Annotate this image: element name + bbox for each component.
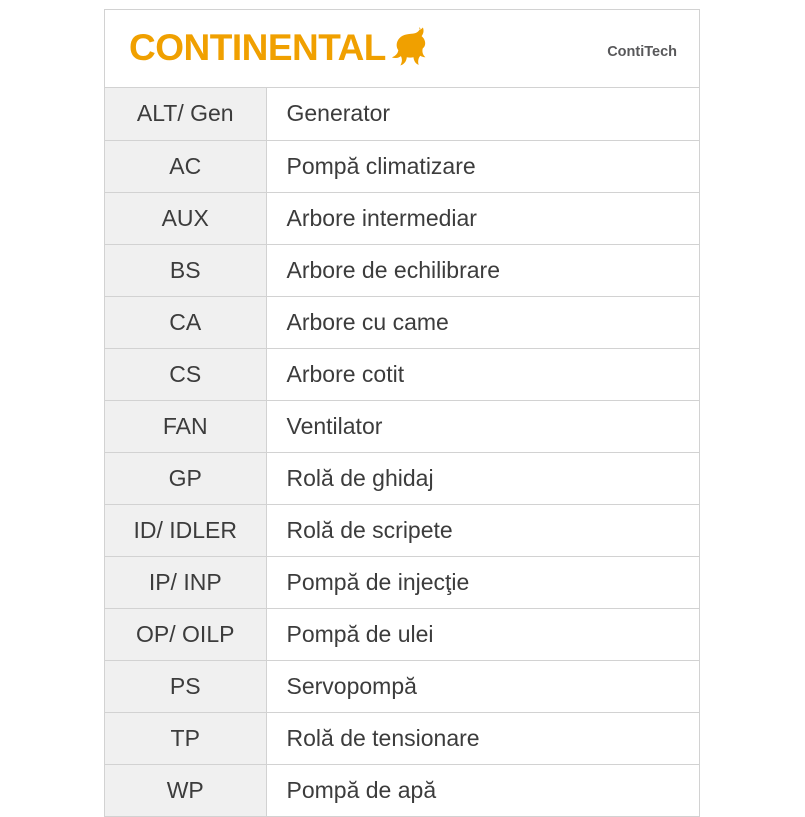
table-row	[105, 244, 699, 296]
table-row	[105, 660, 699, 712]
abbr-code: BS	[105, 244, 266, 296]
contitech-wordmark: ContiTech	[607, 44, 677, 60]
abbr-desc: Generator	[266, 88, 699, 140]
abbr-code: AUX	[105, 192, 266, 244]
abbr-desc: Arbore intermediar	[266, 192, 699, 244]
abbr-desc: Servopompă	[266, 660, 699, 712]
abbr-code: PS	[105, 660, 266, 712]
brand-wordmark: CONTINENTAL	[129, 26, 386, 68]
brand-header	[105, 10, 699, 88]
prancing-horse-icon	[390, 26, 430, 68]
abbreviation-sheet	[104, 9, 700, 817]
abbr-code: CA	[105, 296, 266, 348]
abbr-desc: Arbore cu came	[266, 296, 699, 348]
abbr-desc: Rolă de scripete	[266, 504, 699, 556]
abbr-code: ALT/ Gen	[105, 88, 266, 140]
abbr-desc: Pompă de ulei	[266, 608, 699, 660]
abbr-code: OP/ OILP	[105, 608, 266, 660]
abbr-desc: Ventilator	[266, 400, 699, 452]
abbr-desc: Pompă de injecţie	[266, 556, 699, 608]
table-row	[105, 140, 699, 192]
table-row	[105, 608, 699, 660]
abbr-code: WP	[105, 764, 266, 816]
abbr-code: GP	[105, 452, 266, 504]
table-row	[105, 556, 699, 608]
table-row	[105, 192, 699, 244]
abbr-code: CS	[105, 348, 266, 400]
continental-logo	[129, 26, 430, 68]
abbreviation-table	[105, 88, 699, 816]
abbr-code: ID/ IDLER	[105, 504, 266, 556]
abbr-code: FAN	[105, 400, 266, 452]
abbr-code: IP/ INP	[105, 556, 266, 608]
table-row	[105, 712, 699, 764]
abbr-desc: Pompă climatizare	[266, 140, 699, 192]
table-row	[105, 296, 699, 348]
abbr-desc: Arbore cotit	[266, 348, 699, 400]
table-row	[105, 504, 699, 556]
abbr-desc: Rolă de ghidaj	[266, 452, 699, 504]
table-row	[105, 88, 699, 140]
abbr-desc: Arbore de echilibrare	[266, 244, 699, 296]
table-row	[105, 452, 699, 504]
table-row	[105, 400, 699, 452]
table-row	[105, 764, 699, 816]
abbr-desc: Rolă de tensionare	[266, 712, 699, 764]
abbr-code: TP	[105, 712, 266, 764]
abbr-desc: Pompă de apă	[266, 764, 699, 816]
abbr-code: AC	[105, 140, 266, 192]
table-row	[105, 348, 699, 400]
